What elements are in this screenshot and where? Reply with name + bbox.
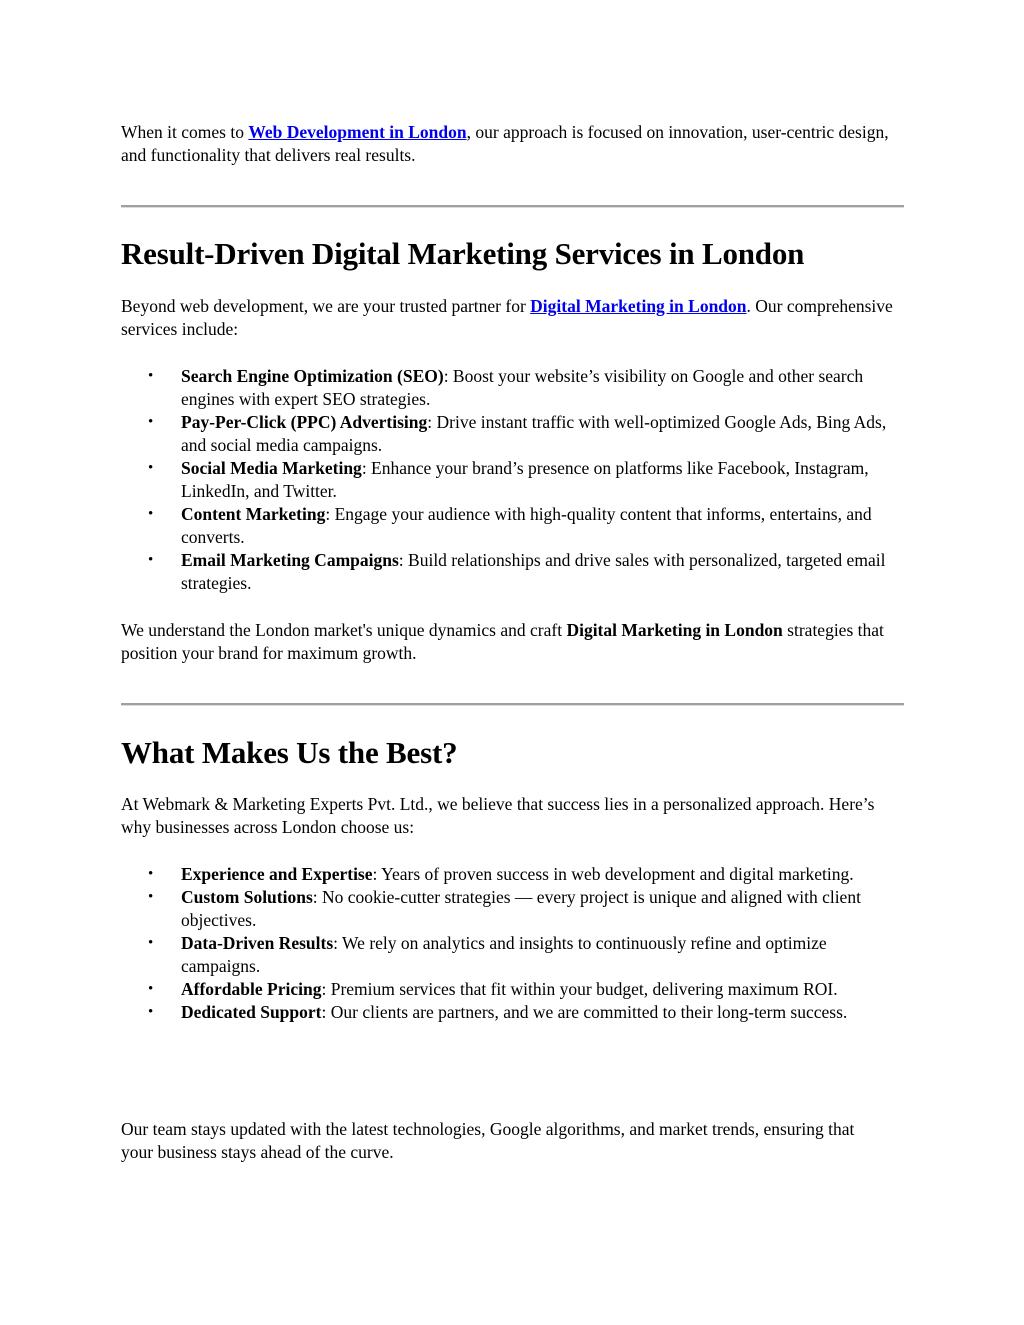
list-item (121, 863, 904, 886)
list-item-text: : Engage your audience with high-quality content that informs, entertains, and converts. (181, 504, 872, 547)
section1-closing-after: strategies that position your brand for maximum growth. (121, 620, 884, 663)
list-item-title: Search Engine Optimization (SEO) (181, 366, 444, 386)
section1-intro-after: . Our comprehensive services include: (121, 296, 893, 339)
bullet-icon: • (148, 368, 154, 384)
intro-paragraph (121, 121, 904, 167)
list-item-text: : Boost your website’s visibility on Google and other search engines with expert SEO strategies. (181, 366, 864, 409)
list-item (121, 457, 904, 503)
list-item (121, 503, 904, 549)
bullet-icon: • (148, 552, 154, 568)
section1-intro-paragraph (121, 295, 904, 341)
list-item-title: Content Marketing (181, 504, 326, 524)
bullet-icon: • (148, 414, 154, 430)
list-item (121, 411, 904, 457)
section2-intro-paragraph: At Webmark & Marketing Experts Pvt. Ltd., we believe that success lies in a personalized approach. Here’s why businesses across London choose us: (121, 794, 875, 837)
section1-closing-paragraph (121, 619, 904, 665)
list-item-text: : No cookie-cutter strategies — every project is unique and aligned with client objectives. (181, 887, 861, 930)
list-item-text: : Enhance your brand’s presence on platforms like Facebook, Instagram, LinkedIn, and Twitter. (181, 458, 869, 501)
bullet-icon: • (148, 889, 154, 905)
section2-closing-paragraph: Our team stays updated with the latest technologies, Google algorithms, and market trends, ensuring that your business stays ahead of the curve. (121, 1119, 855, 1162)
intro-text-before: When it comes to (121, 122, 249, 142)
list-item-title: Affordable Pricing (181, 979, 322, 999)
list-item-text: : Premium services that fit within your budget, delivering maximum ROI. (321, 979, 838, 999)
list-item-title: Dedicated Support (181, 1002, 322, 1022)
list-item (121, 365, 904, 411)
section1-heading: Result-Driven Digital Marketing Services in London (121, 236, 805, 271)
divider-2 (121, 703, 904, 706)
intro-text-after: , our approach is focused on innovation, user-centric design, and functionality that delivers real results. (121, 122, 889, 165)
list-item-title: Pay-Per-Click (PPC) Advertising (181, 412, 428, 432)
web-development-link[interactable]: Web Development in London (248, 122, 467, 142)
list-item (121, 932, 904, 978)
section2-heading: What Makes Us the Best? (121, 735, 458, 770)
bullet-icon: • (148, 981, 154, 997)
list-item-title: Data-Driven Results (181, 933, 334, 953)
list-item-title: Custom Solutions (181, 887, 313, 907)
bullet-icon: • (148, 460, 154, 476)
list-item-text: : Our clients are partners, and we are committed to their long-term success. (321, 1002, 848, 1022)
section1-intro-before: Beyond web development, we are your trusted partner for (121, 296, 531, 316)
reasons-list (121, 863, 904, 1024)
list-item (121, 1001, 904, 1024)
list-item-title: Email Marketing Campaigns (181, 550, 399, 570)
list-item (121, 886, 904, 932)
list-item-text: : Build relationships and drive sales with personalized, targeted email strategies. (181, 550, 886, 593)
list-item-text: : We rely on analytics and insights to continuously refine and optimize campaigns. (181, 933, 827, 976)
list-item-text: : Years of proven success in web development and digital marketing. (372, 864, 854, 884)
bullet-icon: • (148, 1004, 154, 1020)
divider-1 (121, 205, 904, 208)
bullet-icon: • (148, 866, 154, 882)
section1-closing-before: We understand the London market's unique dynamics and craft (121, 620, 567, 640)
section1-closing-bold: Digital Marketing in London (566, 620, 783, 640)
bullet-icon: • (148, 506, 154, 522)
list-item-title: Social Media Marketing (181, 458, 362, 478)
list-item-title: Experience and Expertise (181, 864, 373, 884)
digital-marketing-link[interactable]: Digital Marketing in London (530, 296, 747, 316)
bullet-icon: • (148, 935, 154, 951)
list-item (121, 549, 904, 595)
services-list (121, 365, 904, 595)
list-item-text: : Drive instant traffic with well-optimized Google Ads, Bing Ads, and social media campaigns. (181, 412, 887, 455)
list-item (121, 978, 904, 1001)
